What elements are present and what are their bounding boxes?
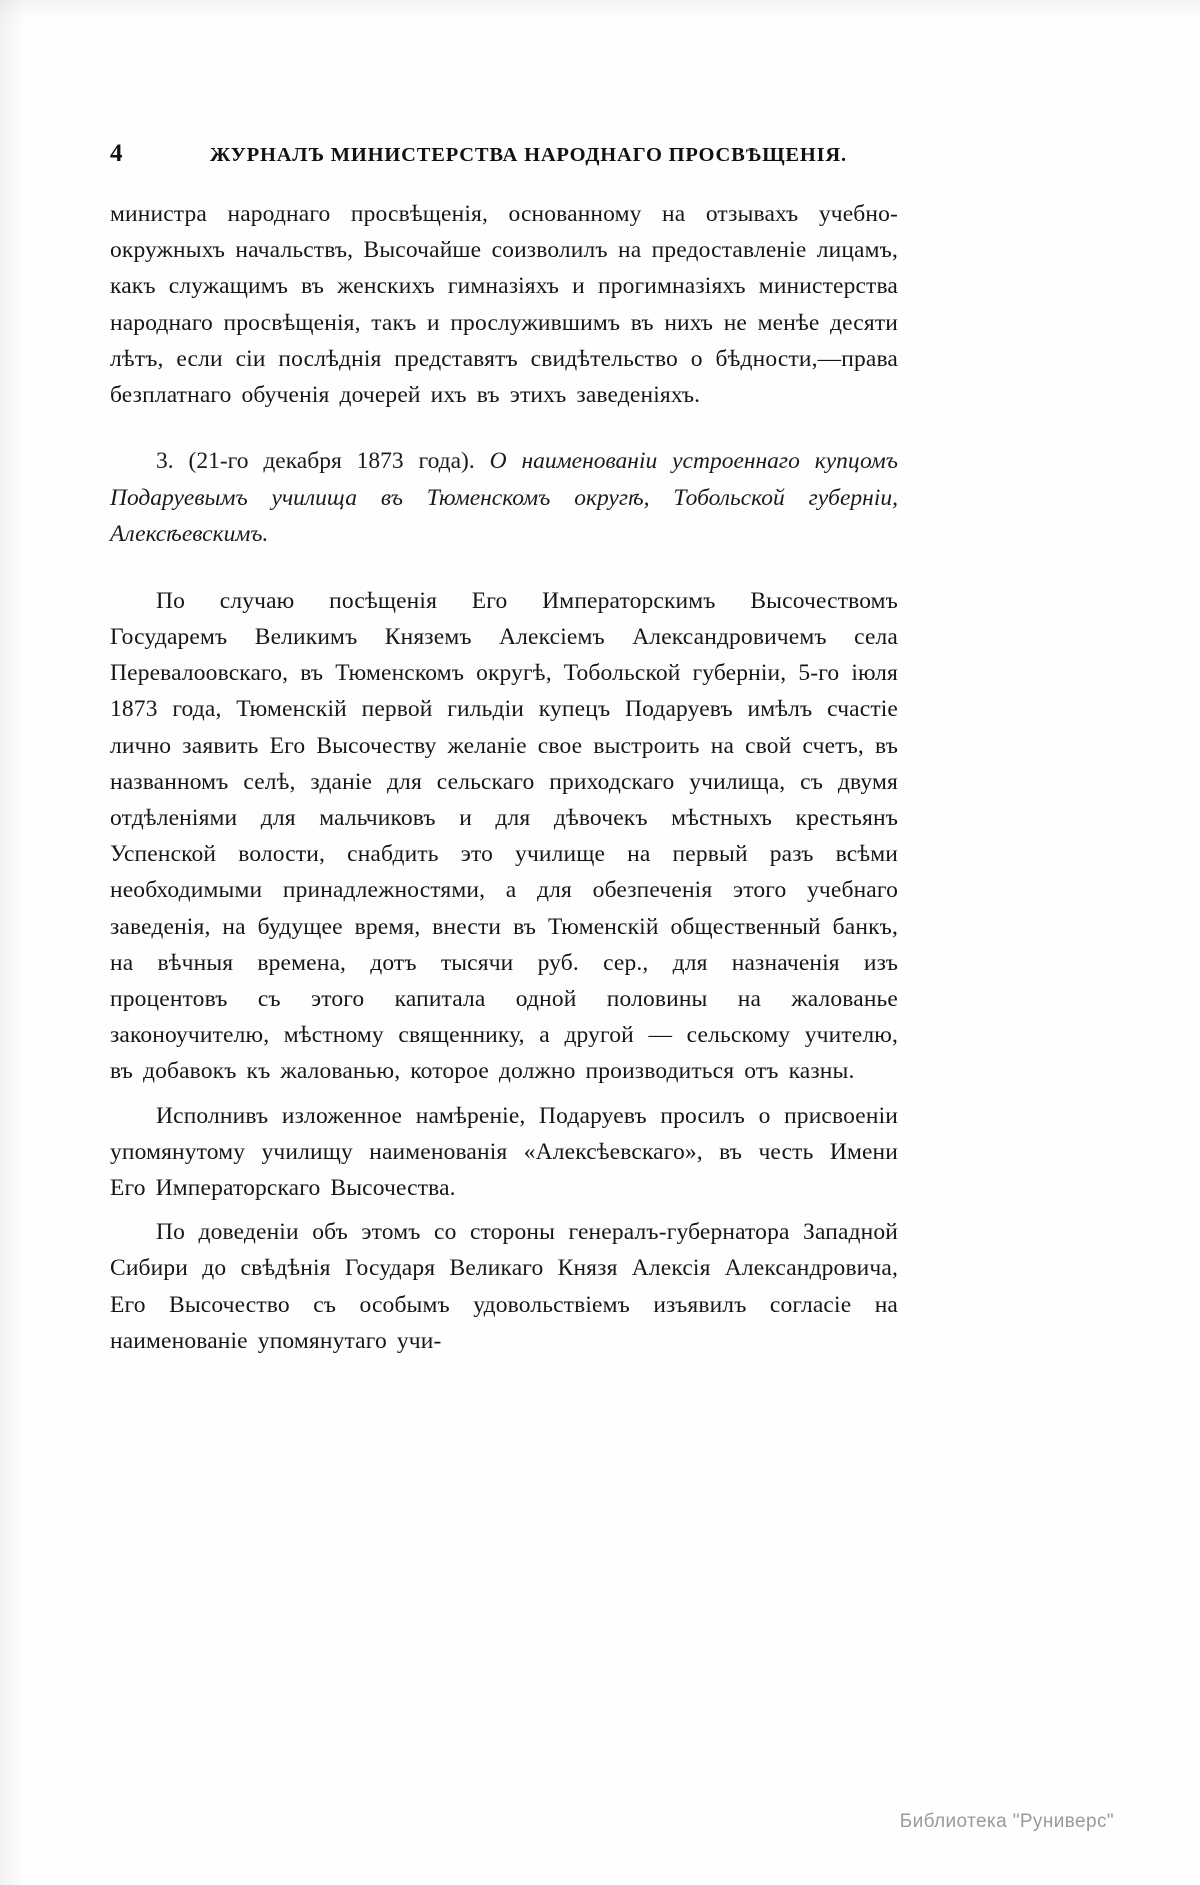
page-header [110, 140, 910, 168]
paragraph-third: По доведеніи объ этомъ со стороны генералъ-губернатора Западной Сибири до свѣдѣнія Государя Великаго Князя Алексія Александровича, Его Высочество съ особымъ удовольствіемъ изъявилъ согласіе на наименованіе упомянутаго учи- [110, 1219, 898, 1354]
page-number: 4 [110, 140, 123, 167]
page-edge-shadow-top [0, 0, 1200, 18]
paragraph-continued: министра народнаго просвѣщенія, основанному на отзывахъ учебно-окружныхъ начальствъ, Высочайше соизволилъ на предоставленіе лицамъ, какъ служащимъ въ женскихъ гимназіяхъ и прогимназіяхъ министерства народнаго просвѣщенія, такъ и прослужившимъ въ нихъ не менѣе десяти лѣтъ, если сіи послѣднія представятъ свидѣтельство о бѣдности,—права безплатнаго обученія дочерей ихъ въ этихъ заведеніяхъ. [110, 201, 898, 409]
text-column [110, 196, 898, 1359]
item-heading [110, 443, 898, 553]
paragraph-second: Исполнивъ изложенное намѣреніе, Подаруевъ просилъ о присвоеніи упомянутому училищу наименованія «Алексѣевскаго», въ честь Имени Его Императорскаго Высочества. [110, 1102, 898, 1201]
paragraph-main: По случаю посѣщенія Его Императорскимъ Высочествомъ Государемъ Великимъ Княземъ Алексіемъ Александровичемъ села Перевалоовскаго, въ Тюменскомъ округѣ, Тобольской губерніи, 5-го іюля 1873 года, Тюменскій первой гильдіи купецъ Подаруевъ имѣлъ счастіе лично заявить Его Высочеству желаніе свое выстроить на свой счетъ, въ названномъ селѣ, зданіе для сельскаго приходскаго училища, съ двумя отдѣленіями для мальчиковъ и для дѣвочекъ мѣстныхъ крестьянъ Успенской волости, снабдить это училище на первый разъ всѣми необходимыми принадлежностями, а для обезпеченія этого учебнаго заведенія, на будущее время, внести въ Тюменскій общественный банкъ, на вѣчныя времена, дотъ тысячи руб. сер., для назначенія изъ процентовъ съ этого капитала одной половины на жалованье законоучителю, мѣстному священнику, а другой — сельскому учителю, въ добавокъ къ жалованью, которое должно производиться отъ казны. [110, 587, 898, 1085]
item-title: О наименованіи устроеннаго купцомъ Подаруевымъ училища въ Тюменскомъ округѣ, Тобольской губерніи, Алексѣевскимъ. [110, 448, 898, 548]
running-title: ЖУРНАЛЪ МИНИСТЕРСТВА НАРОДНАГО ПРОСВѢЩЕНІЯ. [210, 144, 847, 166]
page-edge-shadow-left [0, 0, 26, 1885]
library-credit: Библиотека "Руниверс" [899, 1811, 1114, 1832]
item-number: 3. (21-го декабря 1873 года). [156, 448, 475, 475]
